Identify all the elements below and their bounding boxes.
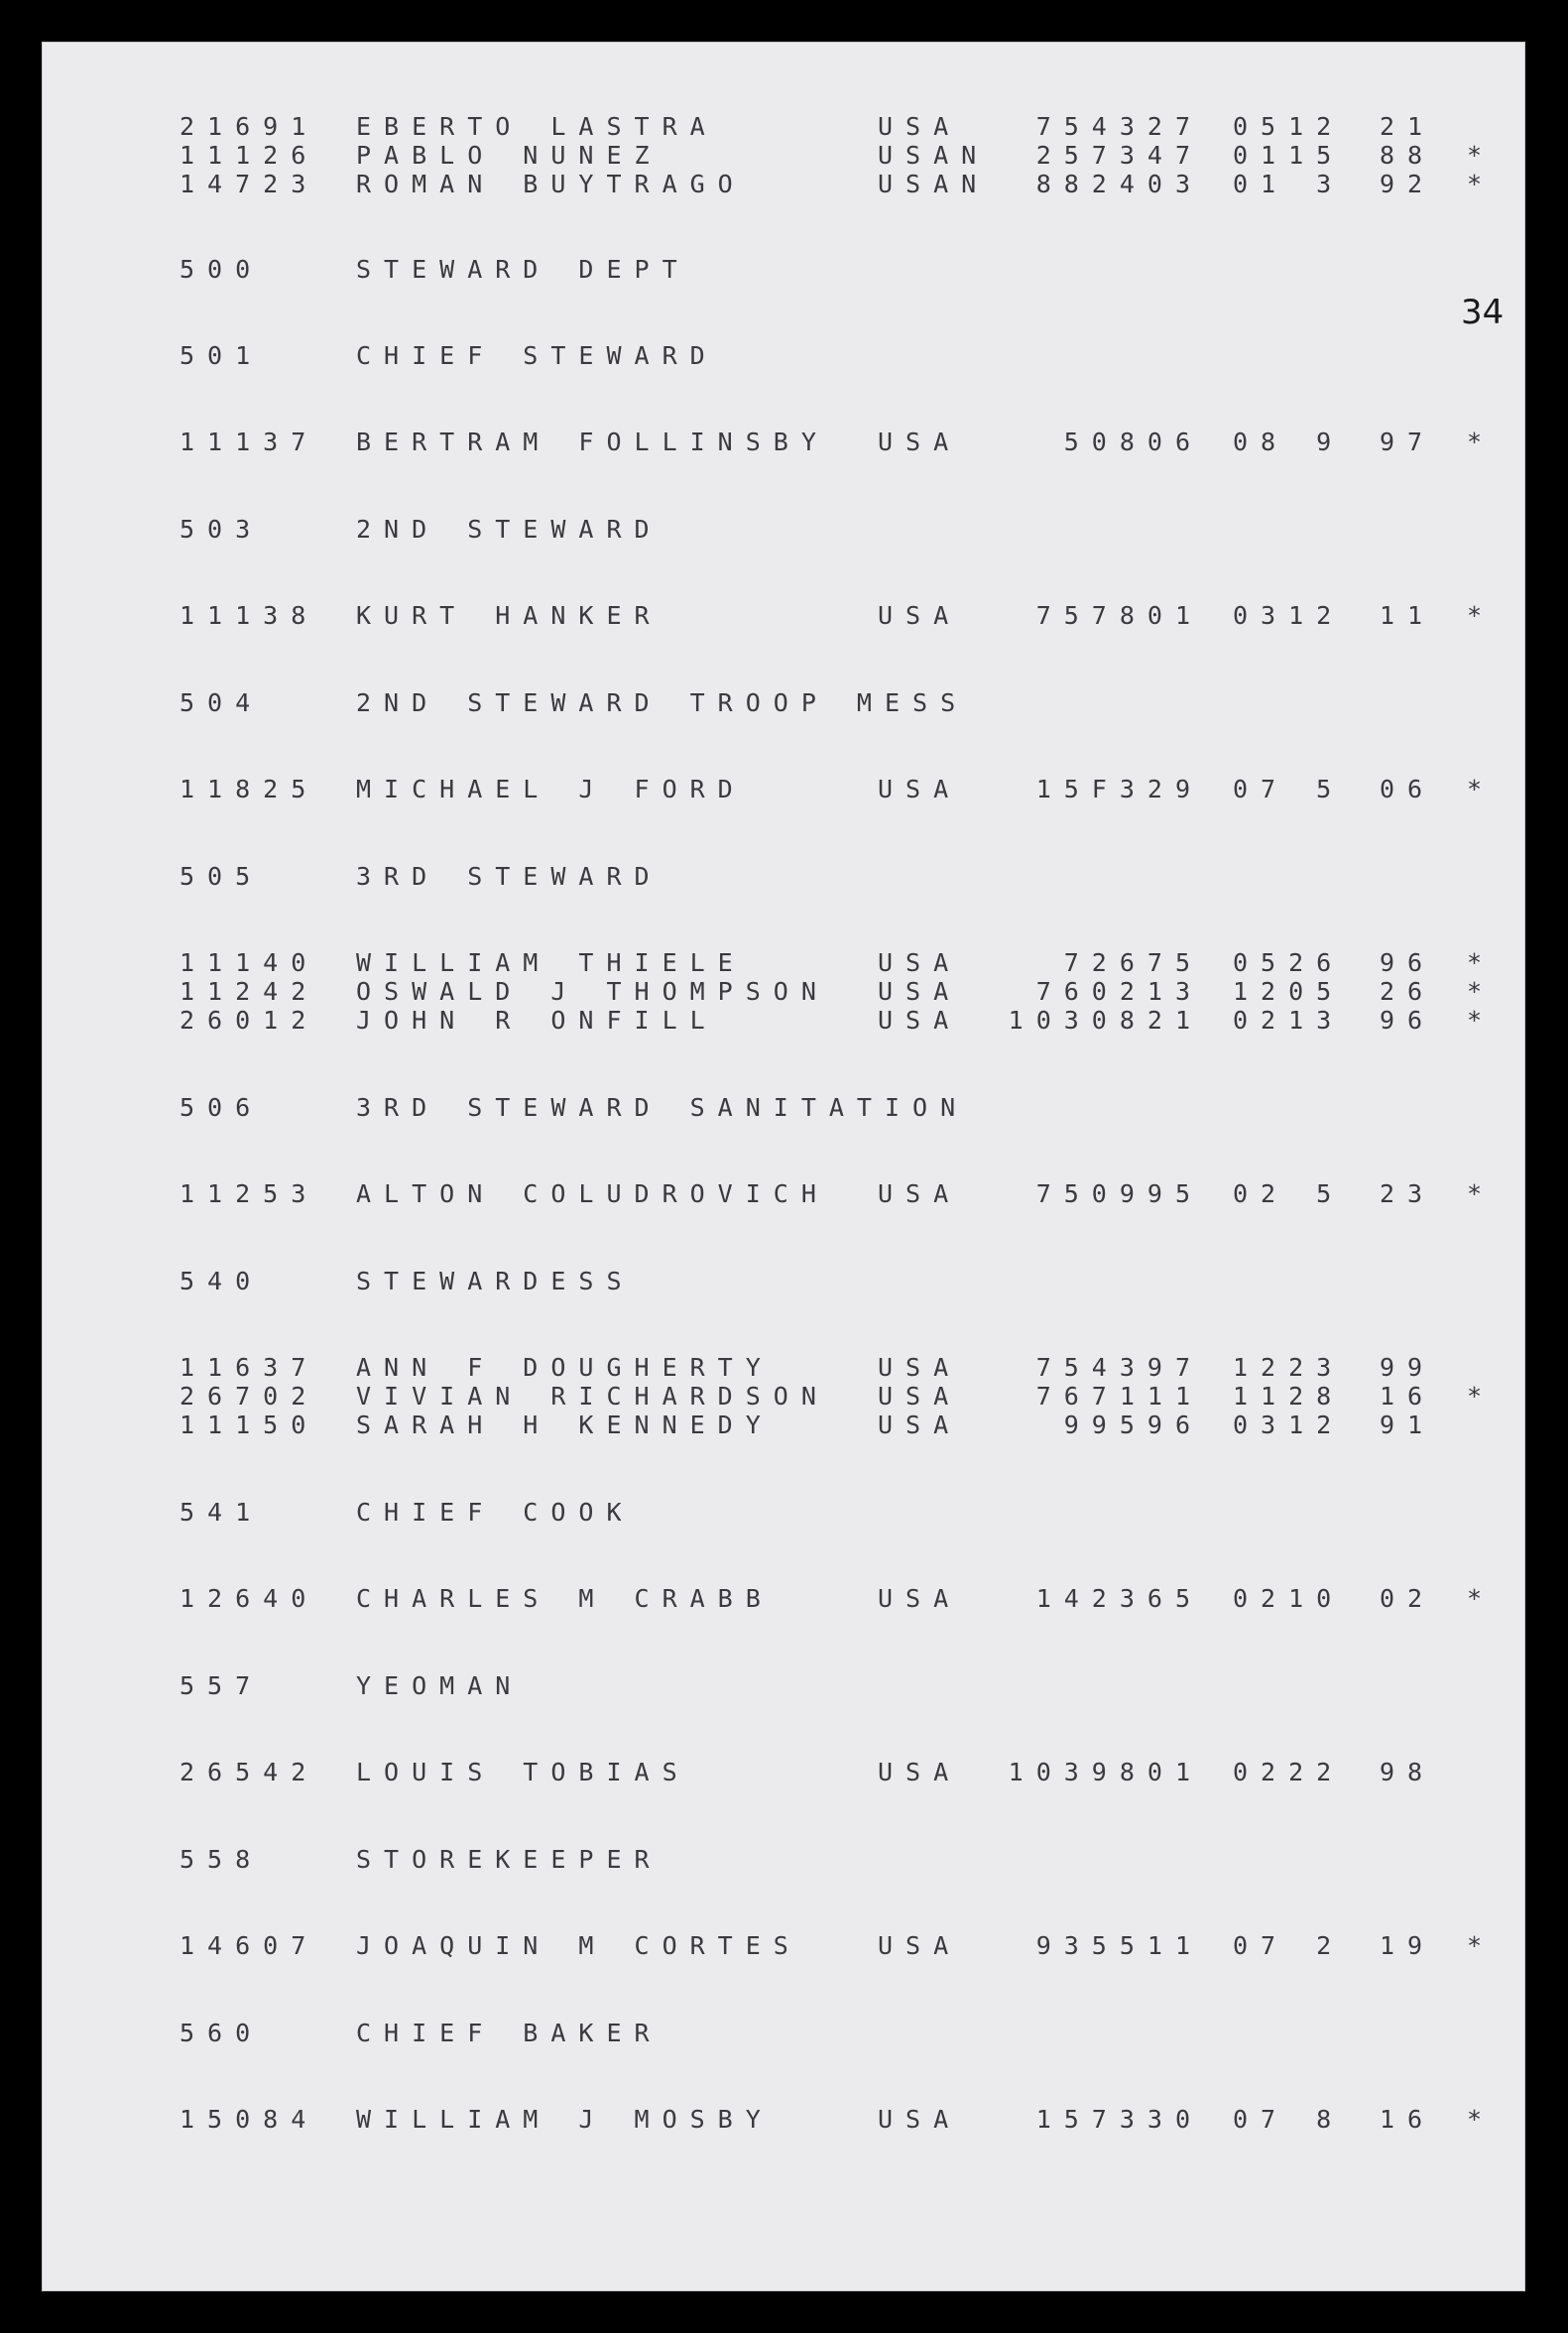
rating-code: 91 [1380, 1411, 1436, 1439]
position-title: CHIEF BAKER [356, 2019, 663, 2047]
crew-number: 21691 [180, 112, 319, 141]
crew-number: 26012 [180, 1006, 319, 1035]
nationality: USA [878, 1179, 962, 1208]
document-number: 767111 [1035, 1382, 1203, 1411]
date-code: 0312 [1233, 1411, 1345, 1439]
rating-code: 02 [1380, 1584, 1436, 1613]
date-code: 0312 [1233, 601, 1345, 630]
crew-number: 11138 [180, 601, 319, 630]
crew-number: 12640 [180, 1584, 319, 1613]
position-code: 503 [180, 515, 264, 544]
document-number: 50806 [1063, 428, 1203, 456]
crew-name: SARAH H KENNEDY [356, 1411, 774, 1439]
asterisk-mark: * [1467, 1584, 1483, 1613]
crew-name: WILLIAM THIELE [356, 948, 746, 977]
date-code: 02 5 [1233, 1179, 1345, 1208]
date-code: 01 3 [1233, 170, 1345, 198]
nationality: USA [878, 948, 962, 977]
asterisk-mark: * [1467, 601, 1483, 630]
document-number: 157330 [1035, 2105, 1203, 2134]
nationality: USA [878, 1411, 962, 1439]
crew-name: EBERTO LASTRA [356, 112, 718, 141]
position-code: 560 [180, 2019, 264, 2047]
document-number: 882403 [1035, 170, 1203, 198]
nationality: USA [878, 428, 962, 456]
position-title: YEOMAN [356, 1671, 524, 1700]
crew-name: JOAQUIN M CORTES [356, 1931, 801, 1960]
crew-name: VIVIAN RICHARDSON [356, 1382, 829, 1411]
date-code: 0526 [1233, 948, 1345, 977]
document-page [42, 42, 1525, 2291]
rating-code: 97 [1380, 428, 1436, 456]
nationality: USA [878, 1353, 962, 1382]
nationality: USA [878, 112, 962, 141]
rating-code: 92 [1380, 170, 1436, 198]
position-title: 3RD STEWARD [356, 862, 663, 891]
position-code: 558 [180, 1845, 264, 1874]
crew-name: JOHN R ONFILL [356, 1006, 718, 1035]
position-title: STOREKEEPER [356, 1845, 663, 1874]
nationality: USA [878, 1006, 962, 1035]
crew-name: OSWALD J THOMPSON [356, 977, 829, 1006]
asterisk-mark: * [1467, 2105, 1483, 2134]
document-number: 15F329 [1035, 775, 1203, 803]
nationality: USA [878, 601, 962, 630]
asterisk-mark: * [1467, 1382, 1483, 1411]
date-code: 1128 [1233, 1382, 1345, 1411]
rating-code: 99 [1380, 1353, 1436, 1382]
position-title: STEWARD DEPT [356, 255, 690, 284]
crew-name: WILLIAM J MOSBY [356, 2105, 774, 2134]
nationality: USAN [878, 170, 990, 198]
rating-code: 26 [1380, 977, 1436, 1006]
rating-code: 88 [1380, 141, 1436, 170]
crew-number: 14723 [180, 170, 319, 198]
nationality: USA [878, 1758, 962, 1786]
crew-name: MICHAEL J FORD [356, 775, 746, 803]
position-code: 500 [180, 255, 264, 284]
document-number: 750995 [1035, 1179, 1203, 1208]
crew-name: ANN F DOUGHERTY [356, 1353, 774, 1382]
document-number: 142365 [1035, 1584, 1203, 1613]
position-code: 505 [180, 862, 264, 891]
rating-code: 96 [1380, 1006, 1436, 1035]
position-title: 2ND STEWARD [356, 515, 663, 544]
asterisk-mark: * [1467, 948, 1483, 977]
crew-number: 26542 [180, 1758, 319, 1786]
crew-number: 11825 [180, 775, 319, 803]
asterisk-mark: * [1467, 170, 1483, 198]
asterisk-mark: * [1467, 1179, 1483, 1208]
nationality: USA [878, 977, 962, 1006]
crew-name: CHARLES M CRABB [356, 1584, 774, 1613]
position-code: 501 [180, 341, 264, 370]
nationality: USA [878, 1584, 962, 1613]
crew-name: ALTON COLUDROVICH [356, 1179, 829, 1208]
document-number: 754397 [1035, 1353, 1203, 1382]
nationality: USA [878, 1382, 962, 1411]
position-title: STEWARDESS [356, 1267, 635, 1295]
rating-code: 21 [1380, 112, 1436, 141]
crew-number: 11137 [180, 428, 319, 456]
crew-name: ROMAN BUYTRAGO [356, 170, 746, 198]
position-title: 3RD STEWARD SANITATION [356, 1093, 969, 1122]
position-title: CHIEF COOK [356, 1498, 635, 1527]
document-number: 757801 [1035, 601, 1203, 630]
crew-number: 15084 [180, 2105, 319, 2134]
document-number: 1030821 [1008, 1006, 1203, 1035]
rating-code: 06 [1380, 775, 1436, 803]
position-code: 541 [180, 1498, 264, 1527]
crew-name: KURT HANKER [356, 601, 663, 630]
crew-number: 26702 [180, 1382, 319, 1411]
asterisk-mark: * [1467, 141, 1483, 170]
position-code: 540 [180, 1267, 264, 1295]
rating-code: 16 [1380, 2105, 1436, 2134]
rating-code: 96 [1380, 948, 1436, 977]
position-title: 2ND STEWARD TROOP MESS [356, 688, 969, 717]
asterisk-mark: * [1467, 775, 1483, 803]
crew-number: 11150 [180, 1411, 319, 1439]
page-number: 34 [1461, 293, 1505, 332]
date-code: 07 2 [1233, 1931, 1345, 1960]
date-code: 0115 [1233, 141, 1345, 170]
position-code: 557 [180, 1671, 264, 1700]
document-number: 760213 [1035, 977, 1203, 1006]
crew-name: LOUIS TOBIAS [356, 1758, 690, 1786]
date-code: 07 5 [1233, 775, 1345, 803]
crew-name: BERTRAM FOLLINSBY [356, 428, 829, 456]
crew-number: 11126 [180, 141, 319, 170]
nationality: USA [878, 775, 962, 803]
date-code: 08 9 [1233, 428, 1345, 456]
crew-number: 11637 [180, 1353, 319, 1382]
asterisk-mark: * [1467, 1006, 1483, 1035]
crew-number: 14607 [180, 1931, 319, 1960]
rating-code: 98 [1380, 1758, 1436, 1786]
crew-number: 11253 [180, 1179, 319, 1208]
crew-number: 11140 [180, 948, 319, 977]
crew-number: 11242 [180, 977, 319, 1006]
document-number: 257347 [1035, 141, 1203, 170]
position-code: 506 [180, 1093, 264, 1122]
date-code: 1205 [1233, 977, 1345, 1006]
position-code: 504 [180, 688, 264, 717]
document-number: 72675 [1063, 948, 1203, 977]
nationality: USAN [878, 141, 990, 170]
rating-code: 19 [1380, 1931, 1436, 1960]
document-number: 1039801 [1008, 1758, 1203, 1786]
asterisk-mark: * [1467, 428, 1483, 456]
nationality: USA [878, 2105, 962, 2134]
crew-name: PABLO NUNEZ [356, 141, 663, 170]
document-number: 99596 [1063, 1411, 1203, 1439]
asterisk-mark: * [1467, 977, 1483, 1006]
date-code: 0210 [1233, 1584, 1345, 1613]
asterisk-mark: * [1467, 1931, 1483, 1960]
rating-code: 23 [1380, 1179, 1436, 1208]
document-number: 754327 [1035, 112, 1203, 141]
position-title: CHIEF STEWARD [356, 341, 718, 370]
nationality: USA [878, 1931, 962, 1960]
rating-code: 16 [1380, 1382, 1436, 1411]
date-code: 1223 [1233, 1353, 1345, 1382]
date-code: 07 8 [1233, 2105, 1345, 2134]
document-number: 935511 [1035, 1931, 1203, 1960]
date-code: 0512 [1233, 112, 1345, 141]
date-code: 0213 [1233, 1006, 1345, 1035]
rating-code: 11 [1380, 601, 1436, 630]
date-code: 0222 [1233, 1758, 1345, 1786]
